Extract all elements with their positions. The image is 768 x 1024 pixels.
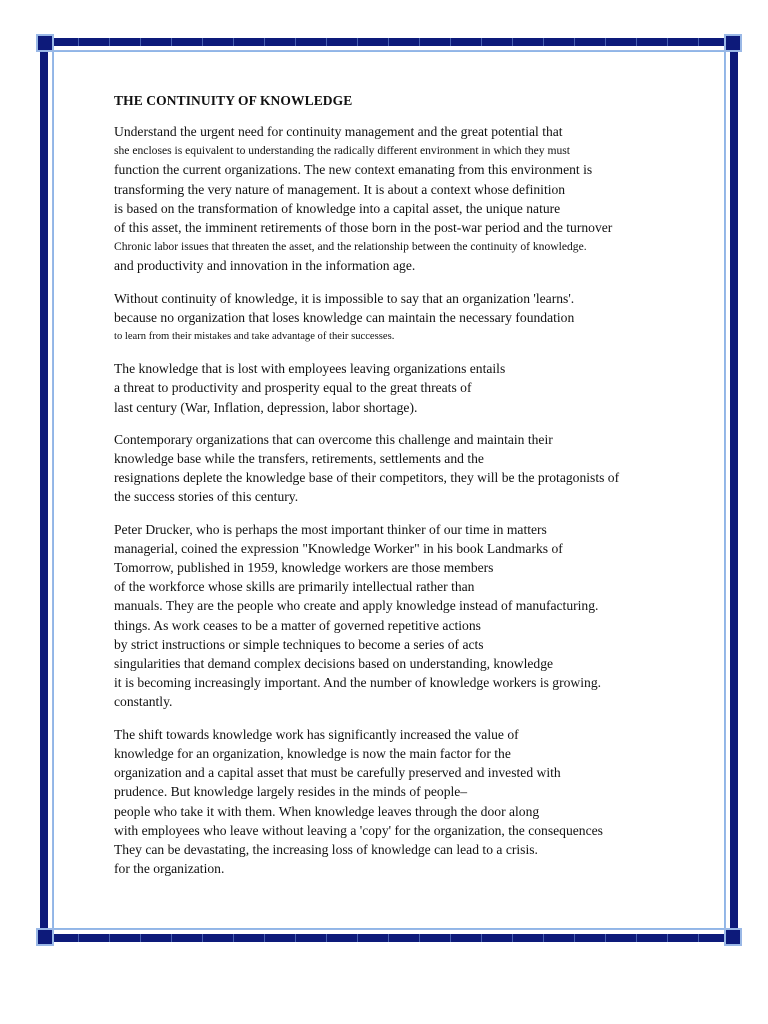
text-line: it is becoming increasingly important. And the number of knowledge workers is growing. [114,675,602,691]
frame-corner-ornament [724,928,742,946]
text-line: They can be devastating, the increasing loss of knowledge can lead to a crisis. [114,841,538,857]
text-line: to learn from their mistakes and take advantage of their successes. [114,331,395,343]
text-line: of the workforce whose skills are primarily intellectual rather than [114,579,475,595]
text-line: Chronic labor issues that threaten the asset, and the relationship between the continuity of knowledge. [114,240,587,254]
text-line: with employees who leave without leaving a 'copy' for the organization, the consequences [114,822,603,838]
text-line: knowledge base while the transfers, retirements, settlements and the [114,451,484,467]
text-line: function the current organizations. The new context emanating from this environment is [114,162,593,178]
text-line: people who take it with them. When knowledge leaves through the door along [114,803,540,819]
text-line: for the organization. [114,861,225,877]
text-line: Contemporary organizations that can overcome this challenge and maintain their [114,431,553,447]
text-line: and productivity and innovation in the information age. [114,258,416,274]
text-line: Understand the urgent need for continuity management and the great potential that [114,124,563,139]
text-line: Tomorrow, published in 1959, knowledge workers are those members [114,560,494,576]
paragraph [114,359,726,417]
text-line: by strict instructions or simple techniques to become a series of acts [114,636,484,652]
text-line: The shift towards knowledge work has significantly increased the value of [114,726,519,742]
frame-corner-ornament [36,928,54,946]
text-line: prudence. But knowledge largely resides in the minds of people– [114,784,468,800]
text-line: is based on the transformation of knowledge into a capital asset, the unique nature [114,200,561,216]
text-line: of this asset, the imminent retirements of those born in the post-war period and the turnover [114,220,613,236]
paragraph [114,122,726,276]
paragraph [114,725,726,879]
text-line: Peter Drucker, who is perhaps the most important thinker of our time in matters [114,521,547,537]
document-body [114,93,726,891]
text-line: things. As work ceases to be a matter of governed repetitive actions [114,617,481,633]
text-line: she encloses is equivalent to understanding the radically different environment in which they must [114,144,571,158]
text-line: because no organization that loses knowledge can maintain the necessary foundation [114,309,575,325]
text-line: manuals. They are the people who create and apply knowledge instead of manufacturing. [114,598,599,614]
text-line: knowledge for an organization, knowledge is now the main factor for the [114,745,511,761]
text-line: singularities that demand complex decisions based on understanding, knowledge [114,656,554,672]
text-line: a threat to productivity and prosperity equal to the great threats of [114,380,472,396]
frame-ornament-bottom [48,934,730,942]
frame-corner-ornament [724,34,742,52]
text-line: Without continuity of knowledge, it is impossible to say that an organization 'learns'. [114,290,575,306]
text-line: organization and a capital asset that must be carefully preserved and invested with [114,765,561,781]
text-line: transforming the very nature of management. It is about a context whose definition [114,181,566,197]
text-line: constantly. [114,694,173,710]
paragraph [114,520,726,712]
frame-ornament-top [48,38,730,46]
text-line: last century (War, Inflation, depression, labor shortage). [114,399,418,415]
text-line: The knowledge that is lost with employees leaving organizations entails [114,361,506,377]
frame-corner-ornament [36,34,54,52]
paragraph [114,289,726,347]
text-line: managerial, coined the expression "Knowledge Worker" in his book Landmarks of [114,540,563,556]
text-line: resignations deplete the knowledge base of their competitors, they will be the protagonists of [114,470,620,486]
text-line: the success stories of this century. [114,489,299,505]
document-title: THE CONTINUITY OF KNOWLEDGE [114,93,353,108]
paragraph-container [114,122,726,878]
paragraph [114,430,726,507]
